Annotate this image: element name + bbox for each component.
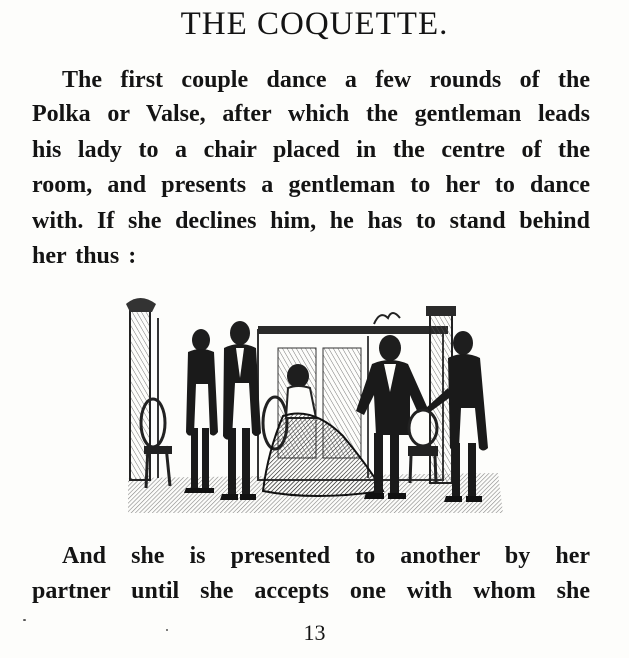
paragraph-1-line-5: with. If she declines him, he has to stand behind — [32, 208, 590, 234]
page-title: THE COQUETTE. — [180, 6, 449, 42]
paragraph-2-line-2: partner until she accepts one with whom she — [32, 578, 590, 604]
paragraph-1-line-4: room, and presents a gentleman to her to dance — [32, 172, 590, 198]
paragraph-1-line-6: her thus : — [32, 243, 137, 269]
paragraph-1-line-3: his lady to a chair placed in the centre of the — [32, 137, 590, 163]
gentleman-standing-1 — [184, 329, 218, 493]
dance-scene-engraving — [118, 288, 510, 518]
gentleman-standing-2 — [220, 321, 261, 500]
paragraph-1-line-2: Polka or Valse, after which the gentleman leads — [32, 101, 590, 127]
paragraph-2-line-1: And she is presented to another by her — [62, 543, 590, 569]
paragraph-1-line-1: The first couple dance a few rounds of the — [62, 67, 590, 93]
page-number: 13 — [303, 620, 326, 645]
